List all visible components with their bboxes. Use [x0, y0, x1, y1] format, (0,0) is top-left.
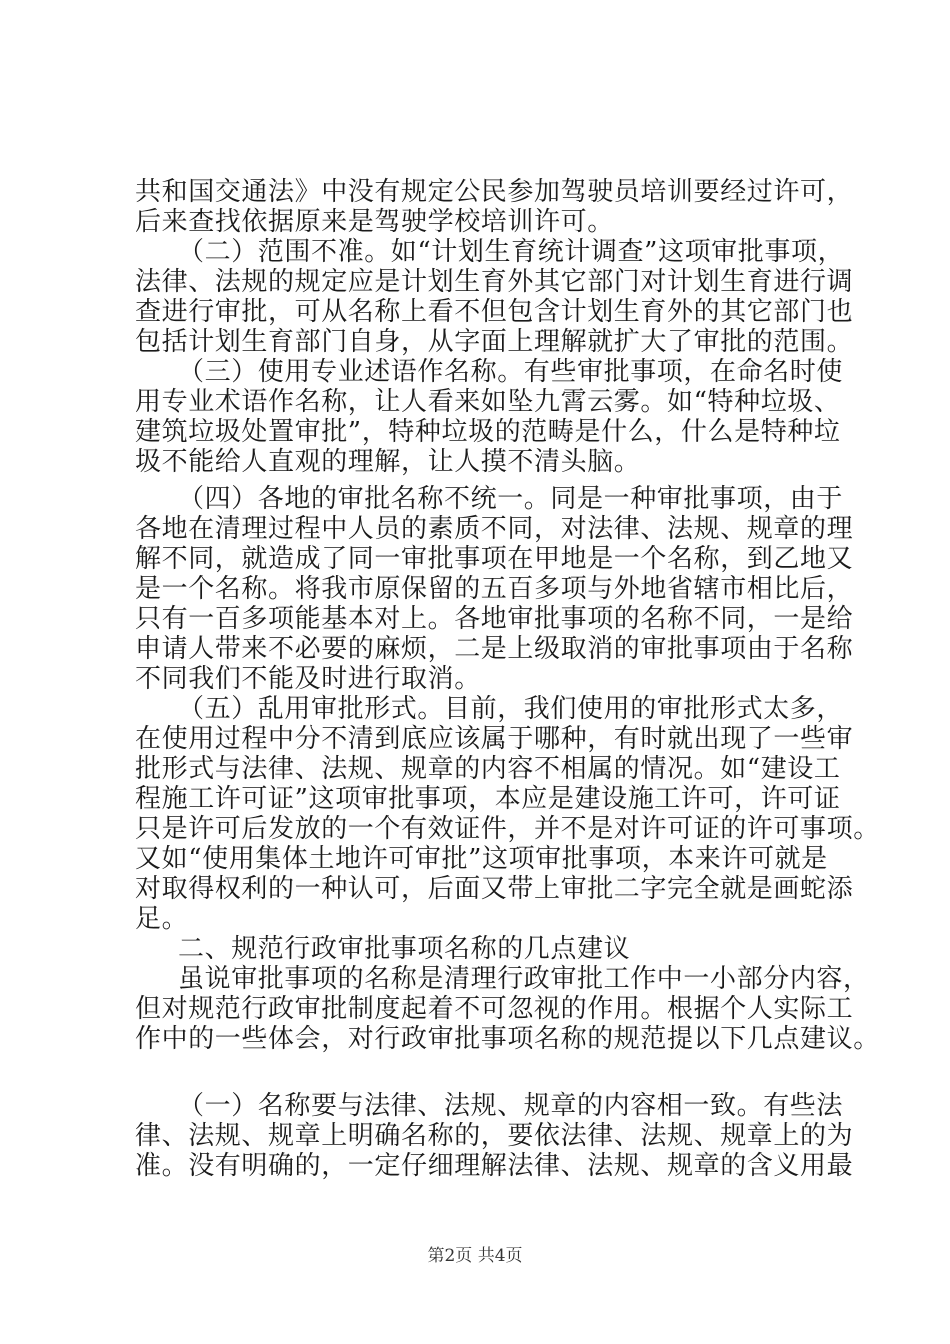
text-line: 但对规范行政审批制度起着不可忽视的作用。根据个人实际工: [135, 994, 854, 1024]
text-line: 在使用过程中分不清到底应该属于哪种，有时就出现了一些审: [135, 724, 854, 754]
text-line: 共和国交通法》中没有规定公民参加驾驶员培训要经过许可，: [135, 177, 854, 207]
text-line: 程施工许可证”这项审批事项，本应是建设施工许可，许可证: [135, 784, 841, 814]
text-line: 申请人带来不必要的麻烦，二是上级取消的审批事项由于名称: [135, 634, 854, 664]
text-line: 不同我们不能及时进行取消。: [135, 664, 481, 694]
text-line: 各地在清理过程中人员的素质不同，对法律、法规、规章的理: [135, 514, 854, 544]
text-line: 准。没有明确的，一定仔细理解法律、法规、规章的含义用最: [135, 1151, 854, 1181]
text-line: 后来查找依据原来是驾驶学校培训许可。: [135, 207, 614, 237]
text-line: （一）名称要与法律、法规、规章的内容相一致。有些法: [178, 1091, 844, 1121]
text-line: 圾不能给人直观的理解，让人摸不清头脑。: [135, 447, 641, 477]
text-line: 建筑垃圾处置审批”，特种垃圾的范畴是什么，什么是特种垃: [135, 417, 841, 447]
section-heading: 二、规范行政审批事项名称的几点建议: [178, 934, 631, 964]
text-line: （三）使用专业述语作名称。有些审批事项，在命名时使: [178, 357, 844, 387]
text-line: 只是许可后发放的一个有效证件，并不是对许可证的许可事项。: [135, 814, 880, 844]
text-line: 批形式与法律、法规、规章的内容不相属的情况。如“建设工: [135, 754, 841, 784]
text-line: 用专业术语作名称，让人看来如坠九霄云雾。如“特种垃圾、: [135, 387, 841, 417]
text-line: （二）范围不准。如“计划生育统计调查”这项审批事项，: [178, 237, 845, 267]
text-line: 作中的一些体会，对行政审批事项名称的规范提以下几点建议。: [135, 1024, 880, 1054]
text-line: 只有一百多项能基本对上。各地审批事项的名称不同，一是给: [135, 604, 854, 634]
text-line: 查进行审批，可从名称上看不但包含计划生育外的其它部门也: [135, 297, 854, 327]
text-line: （四）各地的审批名称不统一。同是一种审批事项，由于: [178, 484, 844, 514]
text-line: 对取得权利的一种认可，后面又带上审批二字完全就是画蛇添: [135, 874, 854, 904]
text-line: 律、法规、规章上明确名称的，要依法律、法规、规章上的为: [135, 1121, 854, 1151]
text-line: 包括计划生育部门自身，从字面上理解就扩大了审批的范围。: [135, 327, 854, 357]
text-line: （五）乱用审批形式。目前，我们使用的审批形式太多，: [178, 694, 844, 724]
text-line: 虽说审批事项的名称是清理行政审批工作中一小部分内容，: [178, 964, 870, 994]
text-line: 解不同，就造成了同一审批事项在甲地是一个名称，到乙地又: [135, 544, 854, 574]
page-footer: 第2页 共4页: [427, 1246, 523, 1266]
text-line: 是一个名称。将我市原保留的五百多项与外地省辖市相比后，: [135, 574, 854, 604]
text-line: 又如“使用集体土地许可审批”这项审批事项，本来许可就是: [135, 844, 828, 874]
text-line: 法律、法规的规定应是计划生育外其它部门对计划生育进行调: [135, 267, 854, 297]
text-line: 足。: [135, 904, 189, 934]
